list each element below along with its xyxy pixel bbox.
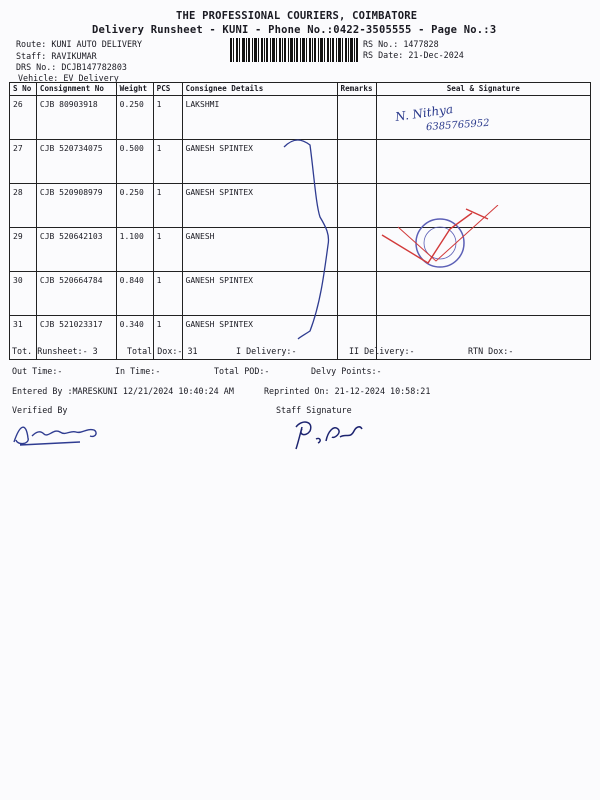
cell-pcs: 1 — [153, 272, 182, 316]
cell-weight: 1.100 — [116, 228, 153, 272]
cell-consignee: LAKSHMI — [182, 96, 337, 140]
cell-consignment: CJB 520908979 — [36, 184, 116, 228]
cell-consignee: GANESH SPINTEX — [182, 272, 337, 316]
recipient-handwritten-name: N. Nithya — [394, 102, 454, 124]
cell-consignment: CJB 521023317 — [36, 316, 116, 360]
cell-pcs: 1 — [153, 184, 182, 228]
rs-date-label: RS Date: — [363, 50, 404, 60]
cell-consignee: GANESH SPINTEX — [182, 184, 337, 228]
in-time: In Time:- — [115, 366, 161, 376]
cell-sno: 26 — [10, 96, 37, 140]
drs-label: DRS No.: — [16, 62, 57, 72]
rs-date-line — [363, 50, 464, 60]
cell-weight: 0.340 — [116, 316, 153, 360]
col-header-consignment: Consignment No — [36, 83, 116, 96]
col-header-sno: S No — [10, 83, 37, 96]
staff-signature-label: Staff Signature — [276, 405, 352, 415]
cell-consignment: CJB 520642103 — [36, 228, 116, 272]
cell-sno: 30 — [10, 272, 37, 316]
total-dox: Total Dox:- 31 — [127, 346, 198, 356]
cell-remarks — [337, 184, 376, 228]
cell-consignee: GANESH SPINTEX — [182, 140, 337, 184]
company-stamp-icon — [378, 205, 503, 285]
vehicle-label: Vehicle: — [18, 73, 59, 83]
runsheet-title: Delivery Runsheet - KUNI - Phone No.:0422-3505555 - Page No.:3 — [92, 24, 497, 36]
rs-no-value: 1477828 — [403, 39, 439, 49]
cell-pcs: 1 — [153, 228, 182, 272]
cell-pcs: 1 — [153, 140, 182, 184]
entered-by: Entered By :MARESKUNI 12/21/2024 10:40:24 AM — [12, 386, 234, 396]
cell-remarks — [337, 272, 376, 316]
cell-consignee: GANESH SPINTEX — [182, 316, 337, 360]
cell-sno: 29 — [10, 228, 37, 272]
first-delivery: I Delivery:- — [236, 346, 297, 356]
route-line — [16, 39, 142, 49]
barcode-image — [230, 38, 358, 62]
verified-by-label: Verified By — [12, 405, 68, 415]
cell-weight: 0.840 — [116, 272, 153, 316]
table-row — [10, 96, 591, 140]
rs-date-value: 21-Dec-2024 — [408, 50, 464, 60]
col-header-pcs: PCS — [153, 83, 182, 96]
route-value: KUNI AUTO DELIVERY — [51, 39, 143, 49]
col-header-weight: Weight — [116, 83, 153, 96]
total-runsheet: Tot. Runsheet:- 3 — [12, 346, 98, 356]
cell-remarks — [337, 228, 376, 272]
route-label: Route: — [16, 39, 47, 49]
recipient-handwritten-phone: 6385765952 — [425, 117, 490, 134]
company-title: THE PROFESSIONAL COURIERS, COIMBATORE — [176, 10, 418, 22]
rs-no-line — [363, 39, 439, 49]
cell-sno: 31 — [10, 316, 37, 360]
cell-consignment: CJB 520734075 — [36, 140, 116, 184]
reprinted-on: Reprinted On: 21-12-2024 10:58:21 — [264, 386, 431, 396]
cell-consignee: GANESH — [182, 228, 337, 272]
second-delivery: II Delivery:- — [349, 346, 415, 356]
cell-consignment: CJB 80903918 — [36, 96, 116, 140]
cell-sno: 27 — [10, 140, 37, 184]
staff-label: Staff: — [16, 51, 47, 61]
vehicle-value: EV Delivery — [63, 73, 119, 83]
cell-signature — [376, 140, 590, 184]
cell-pcs: 1 — [153, 96, 182, 140]
drs-line — [16, 62, 127, 72]
col-header-consignee: Consignee Details — [182, 83, 337, 96]
cell-weight: 0.500 — [116, 140, 153, 184]
staff-signature-icon — [288, 417, 368, 451]
col-header-remarks: Remarks — [337, 83, 376, 96]
cell-weight: 0.250 — [116, 96, 153, 140]
verifier-signature-icon — [10, 418, 105, 448]
bracket-scribble-icon — [280, 135, 340, 345]
cell-consignment: CJB 520664784 — [36, 272, 116, 316]
table-header-row — [10, 83, 591, 96]
col-header-signature: Seal & Signature — [376, 83, 590, 96]
rs-no-label: RS No.: — [363, 39, 399, 49]
out-time: Out Time:- — [12, 366, 63, 376]
delivery-points: Delvy Points:- — [311, 366, 382, 376]
cell-remarks — [337, 96, 376, 140]
staff-line — [16, 51, 97, 61]
rtn-dox: RTN Dox:- — [468, 346, 514, 356]
total-pod: Total POD:- — [214, 366, 270, 376]
cell-pcs: 1 — [153, 316, 182, 360]
cell-sno: 28 — [10, 184, 37, 228]
staff-value: RAVIKUMAR — [51, 51, 97, 61]
cell-remarks — [337, 140, 376, 184]
drs-value: DCJB147782803 — [61, 62, 127, 72]
cell-weight: 0.250 — [116, 184, 153, 228]
